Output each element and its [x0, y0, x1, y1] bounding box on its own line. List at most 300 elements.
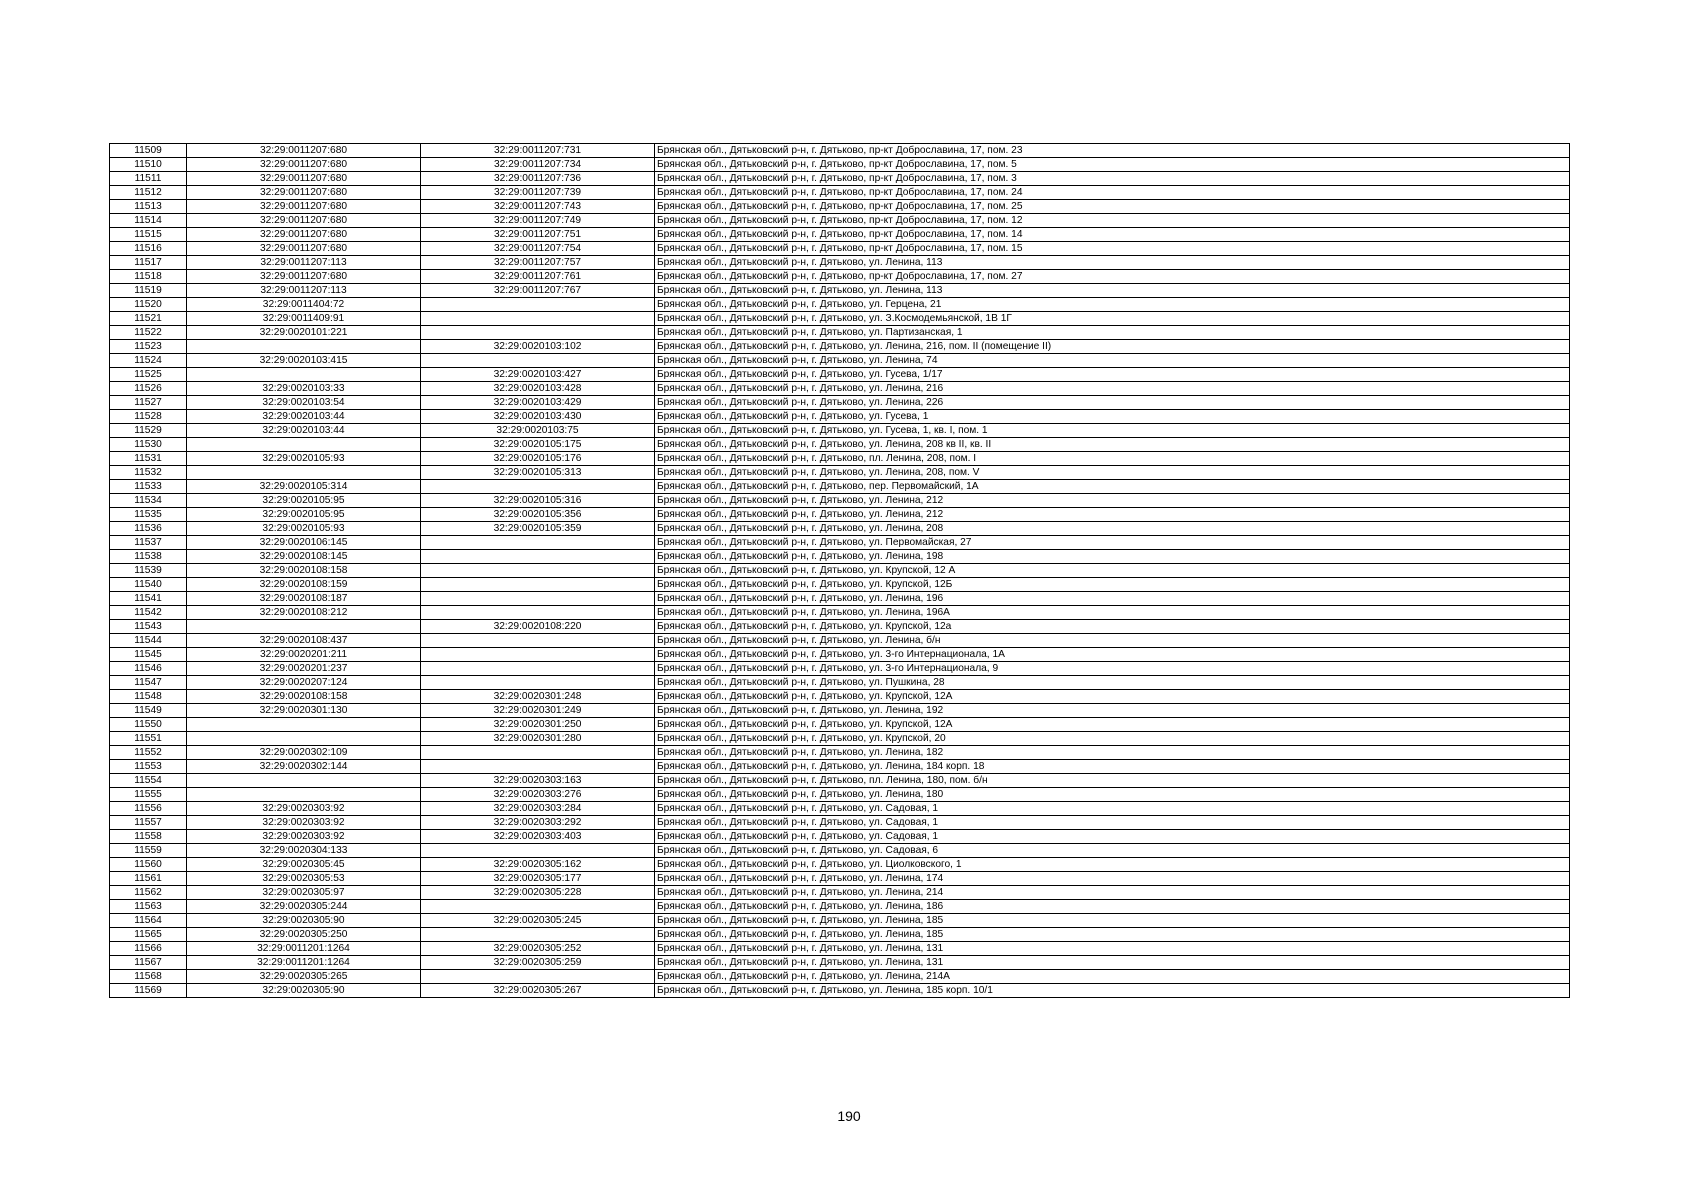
address-cell: Брянская обл., Дятьковский р-н, г. Дятьково, ул. Ленина, 196А [655, 606, 1570, 620]
object-cadastral-number-cell: 32:29:0011207:743 [421, 200, 655, 214]
table-row [110, 928, 1570, 942]
address-cell: Брянская обл., Дятьковский р-н, г. Дятьково, ул. 3-го Интернационала, 9 [655, 662, 1570, 676]
cadastral-number-cell: 32:29:0020305:97 [187, 886, 421, 900]
cadastral-number-cell: 32:29:0020305:265 [187, 970, 421, 984]
address-cell: Брянская обл., Дятьковский р-н, г. Дятьково, ул. Ленина, 174 [655, 872, 1570, 886]
table-row [110, 648, 1570, 662]
object-cadastral-number-cell: 32:29:0020103:430 [421, 410, 655, 424]
object-cadastral-number-cell [421, 746, 655, 760]
row-number-cell: 11520 [110, 298, 187, 312]
row-number-cell: 11512 [110, 186, 187, 200]
object-cadastral-number-cell [421, 592, 655, 606]
table-row [110, 816, 1570, 830]
cadastral-number-cell [187, 718, 421, 732]
address-cell: Брянская обл., Дятьковский р-н, г. Дятьково, ул. Ленина, 214 [655, 886, 1570, 900]
address-cell: Брянская обл., Дятьковский р-н, г. Дятьково, ул. Крупской, 12А [655, 718, 1570, 732]
address-cell: Брянская обл., Дятьковский р-н, г. Дятьково, ул. Циолковского, 1 [655, 858, 1570, 872]
object-cadastral-number-cell: 32:29:0011207:751 [421, 228, 655, 242]
table-row [110, 284, 1570, 298]
row-number-cell: 11527 [110, 396, 187, 410]
row-number-cell: 11513 [110, 200, 187, 214]
object-cadastral-number-cell: 32:29:0011207:734 [421, 158, 655, 172]
object-cadastral-number-cell [421, 900, 655, 914]
object-cadastral-number-cell [421, 648, 655, 662]
row-number-cell: 11523 [110, 340, 187, 354]
cadastral-number-cell: 32:29:0011207:113 [187, 284, 421, 298]
row-number-cell: 11532 [110, 466, 187, 480]
address-cell: Брянская обл., Дятьковский р-н, г. Дятьково, ул. Крупской, 12Б [655, 578, 1570, 592]
row-number-cell: 11525 [110, 368, 187, 382]
object-cadastral-number-cell: 32:29:0020305:259 [421, 956, 655, 970]
object-cadastral-number-cell: 32:29:0020105:313 [421, 466, 655, 480]
address-cell: Брянская обл., Дятьковский р-н, г. Дятьково, ул. Пушкина, 28 [655, 676, 1570, 690]
object-cadastral-number-cell: 32:29:0020305:252 [421, 942, 655, 956]
address-cell: Брянская обл., Дятьковский р-н, г. Дятьково, ул. Крупской, 12А [655, 690, 1570, 704]
row-number-cell: 11528 [110, 410, 187, 424]
row-number-cell: 11509 [110, 144, 187, 158]
row-number-cell: 11553 [110, 760, 187, 774]
table-row [110, 956, 1570, 970]
table-row [110, 508, 1570, 522]
address-cell: Брянская обл., Дятьковский р-н, г. Дятьково, пл. Ленина, 180, пом. б/н [655, 774, 1570, 788]
table-row [110, 886, 1570, 900]
cadastral-number-cell: 32:29:0011207:680 [187, 172, 421, 186]
cadastral-number-cell [187, 788, 421, 802]
table-row [110, 718, 1570, 732]
address-cell: Брянская обл., Дятьковский р-н, г. Дятьково, ул. Ленина, 184 корп. 18 [655, 760, 1570, 774]
object-cadastral-number-cell: 32:29:0020303:276 [421, 788, 655, 802]
table-row [110, 774, 1570, 788]
object-cadastral-number-cell: 32:29:0020305:267 [421, 984, 655, 998]
table-row [110, 578, 1570, 592]
table-row [110, 214, 1570, 228]
address-cell: Брянская обл., Дятьковский р-н, г. Дятьково, ул. Крупской, 12 А [655, 564, 1570, 578]
object-cadastral-number-cell [421, 536, 655, 550]
table-row [110, 914, 1570, 928]
cadastral-number-cell: 32:29:0020101:221 [187, 326, 421, 340]
cadastral-number-cell: 32:29:0011207:680 [187, 228, 421, 242]
address-cell: Брянская обл., Дятьковский р-н, г. Дятьково, ул. Ленина, 131 [655, 942, 1570, 956]
cadastral-number-cell: 32:29:0011207:680 [187, 144, 421, 158]
object-cadastral-number-cell: 32:29:0011207:739 [421, 186, 655, 200]
row-number-cell: 11510 [110, 158, 187, 172]
cadastral-number-cell: 32:29:0020201:237 [187, 662, 421, 676]
object-cadastral-number-cell: 32:29:0020305:245 [421, 914, 655, 928]
cadastral-number-cell: 32:29:0011404:72 [187, 298, 421, 312]
object-cadastral-number-cell [421, 550, 655, 564]
cadastral-number-cell: 32:29:0020303:92 [187, 816, 421, 830]
object-cadastral-number-cell: 32:29:0020105:316 [421, 494, 655, 508]
row-number-cell: 11521 [110, 312, 187, 326]
address-cell: Брянская обл., Дятьковский р-н, г. Дятьково, ул. Ленина, 185 [655, 928, 1570, 942]
cadastral-number-cell: 32:29:0011207:113 [187, 256, 421, 270]
row-number-cell: 11543 [110, 620, 187, 634]
row-number-cell: 11515 [110, 228, 187, 242]
table-row [110, 662, 1570, 676]
table-row [110, 480, 1570, 494]
table-row [110, 144, 1570, 158]
table-row [110, 942, 1570, 956]
row-number-cell: 11554 [110, 774, 187, 788]
table-row [110, 984, 1570, 998]
address-cell: Брянская обл., Дятьковский р-н, г. Дятьково, ул. З.Космодемьянской, 1В 1Г [655, 312, 1570, 326]
object-cadastral-number-cell [421, 312, 655, 326]
address-cell: Брянская обл., Дятьковский р-н, г. Дятьково, ул. Гусева, 1/17 [655, 368, 1570, 382]
object-cadastral-number-cell: 32:29:0020305:177 [421, 872, 655, 886]
row-number-cell: 11561 [110, 872, 187, 886]
address-cell: Брянская обл., Дятьковский р-н, г. Дятьково, ул. Ленина, 185 корп. 10/1 [655, 984, 1570, 998]
table-row [110, 326, 1570, 340]
cadastral-number-cell: 32:29:0020304:133 [187, 844, 421, 858]
cadastral-number-cell: 32:29:0020108:145 [187, 550, 421, 564]
object-cadastral-number-cell [421, 676, 655, 690]
cadastral-number-cell: 32:29:0011201:1264 [187, 956, 421, 970]
cadastral-number-cell: 32:29:0020305:244 [187, 900, 421, 914]
address-cell: Брянская обл., Дятьковский р-н, г. Дятьково, ул. Гусева, 1 [655, 410, 1570, 424]
address-cell: Брянская обл., Дятьковский р-н, г. Дятьково, пр-кт Доброславина, 17, пом. 25 [655, 200, 1570, 214]
table-row [110, 494, 1570, 508]
object-cadastral-number-cell [421, 928, 655, 942]
row-number-cell: 11538 [110, 550, 187, 564]
row-number-cell: 11524 [110, 354, 187, 368]
address-cell: Брянская обл., Дятьковский р-н, г. Дятьково, ул. Партизанская, 1 [655, 326, 1570, 340]
object-cadastral-number-cell: 32:29:0020301:248 [421, 690, 655, 704]
table-row [110, 550, 1570, 564]
cadastral-number-cell: 32:29:0020103:415 [187, 354, 421, 368]
row-number-cell: 11514 [110, 214, 187, 228]
object-cadastral-number-cell: 32:29:0020105:359 [421, 522, 655, 536]
cadastral-number-cell: 32:29:0020108:212 [187, 606, 421, 620]
address-cell: Брянская обл., Дятьковский р-н, г. Дятьково, пр-кт Доброславина, 17, пом. 15 [655, 242, 1570, 256]
registry-table-body [110, 144, 1570, 998]
table-row [110, 466, 1570, 480]
row-number-cell: 11563 [110, 900, 187, 914]
table-row [110, 228, 1570, 242]
row-number-cell: 11518 [110, 270, 187, 284]
row-number-cell: 11550 [110, 718, 187, 732]
table-row [110, 564, 1570, 578]
cadastral-number-cell: 32:29:0011207:680 [187, 270, 421, 284]
row-number-cell: 11549 [110, 704, 187, 718]
address-cell: Брянская обл., Дятьковский р-н, г. Дятьково, ул. Садовая, 1 [655, 816, 1570, 830]
table-row [110, 340, 1570, 354]
table-row [110, 452, 1570, 466]
cadastral-number-cell: 32:29:0020207:124 [187, 676, 421, 690]
page-number: 190 [837, 1108, 861, 1124]
cadastral-number-cell: 32:29:0020302:109 [187, 746, 421, 760]
address-cell: Брянская обл., Дятьковский р-н, г. Дятьково, ул. Ленина, 226 [655, 396, 1570, 410]
table-row [110, 186, 1570, 200]
object-cadastral-number-cell: 32:29:0020103:428 [421, 382, 655, 396]
address-cell: Брянская обл., Дятьковский р-н, г. Дятьково, пр-кт Доброславина, 17, пом. 24 [655, 186, 1570, 200]
address-cell: Брянская обл., Дятьковский р-н, г. Дятьково, ул. Ленина, 212 [655, 494, 1570, 508]
address-cell: Брянская обл., Дятьковский р-н, г. Дятьково, ул. Ленина, 131 [655, 956, 1570, 970]
object-cadastral-number-cell: 32:29:0020103:102 [421, 340, 655, 354]
table-row [110, 298, 1570, 312]
cadastral-number-cell: 32:29:0020303:92 [187, 802, 421, 816]
object-cadastral-number-cell [421, 578, 655, 592]
object-cadastral-number-cell [421, 606, 655, 620]
address-cell: Брянская обл., Дятьковский р-н, г. Дятьково, ул. Ленина, 192 [655, 704, 1570, 718]
cadastral-number-cell: 32:29:0020305:53 [187, 872, 421, 886]
address-cell: Брянская обл., Дятьковский р-н, г. Дятьково, ул. Ленина, 196 [655, 592, 1570, 606]
row-number-cell: 11536 [110, 522, 187, 536]
table-row [110, 872, 1570, 886]
object-cadastral-number-cell [421, 760, 655, 774]
row-number-cell: 11535 [110, 508, 187, 522]
cadastral-number-cell: 32:29:0011409:91 [187, 312, 421, 326]
cadastral-number-cell: 32:29:0020108:159 [187, 578, 421, 592]
row-number-cell: 11566 [110, 942, 187, 956]
cadastral-number-cell: 32:29:0020303:92 [187, 830, 421, 844]
address-cell: Брянская обл., Дятьковский р-н, г. Дятьково, ул. Крупской, 12а [655, 620, 1570, 634]
cadastral-number-cell: 32:29:0020103:44 [187, 424, 421, 438]
address-cell: Брянская обл., Дятьковский р-н, г. Дятьково, ул. Ленина, 198 [655, 550, 1570, 564]
table-row [110, 158, 1570, 172]
cadastral-number-cell: 32:29:0011207:680 [187, 158, 421, 172]
address-cell: Брянская обл., Дятьковский р-н, г. Дятьково, ул. Ленина, 180 [655, 788, 1570, 802]
row-number-cell: 11548 [110, 690, 187, 704]
address-cell: Брянская обл., Дятьковский р-н, г. Дятьково, ул. Ленина, 208 [655, 522, 1570, 536]
table-row [110, 802, 1570, 816]
address-cell: Брянская обл., Дятьковский р-н, г. Дятьково, ул. Ленина, 216, пом. II (помещение II) [655, 340, 1570, 354]
address-cell: Брянская обл., Дятьковский р-н, г. Дятьково, ул. Ленина, 208, пом. V [655, 466, 1570, 480]
cadastral-number-cell: 32:29:0011207:680 [187, 186, 421, 200]
table-row [110, 970, 1570, 984]
object-cadastral-number-cell: 32:29:0020103:75 [421, 424, 655, 438]
address-cell: Брянская обл., Дятьковский р-н, г. Дятьково, ул. Ленина, 182 [655, 746, 1570, 760]
table-row [110, 256, 1570, 270]
address-cell: Брянская обл., Дятьковский р-н, г. Дятьково, ул. Садовая, 6 [655, 844, 1570, 858]
cadastral-number-cell [187, 466, 421, 480]
address-cell: Брянская обл., Дятьковский р-н, г. Дятьково, ул. Ленина, 212 [655, 508, 1570, 522]
table-row [110, 410, 1570, 424]
object-cadastral-number-cell: 32:29:0020105:175 [421, 438, 655, 452]
address-cell: Брянская обл., Дятьковский р-н, г. Дятьково, ул. Крупской, 20 [655, 732, 1570, 746]
cadastral-number-cell: 32:29:0020305:90 [187, 984, 421, 998]
cadastral-number-cell: 32:29:0020105:95 [187, 494, 421, 508]
row-number-cell: 11559 [110, 844, 187, 858]
row-number-cell: 11546 [110, 662, 187, 676]
table-row [110, 690, 1570, 704]
object-cadastral-number-cell: 32:29:0020103:427 [421, 368, 655, 382]
object-cadastral-number-cell: 32:29:0020303:403 [421, 830, 655, 844]
object-cadastral-number-cell: 32:29:0011207:754 [421, 242, 655, 256]
cadastral-number-cell: 32:29:0020108:437 [187, 634, 421, 648]
row-number-cell: 11551 [110, 732, 187, 746]
row-number-cell: 11529 [110, 424, 187, 438]
address-cell: Брянская обл., Дятьковский р-н, г. Дятьково, пер. Первомайский, 1А [655, 480, 1570, 494]
cadastral-number-cell: 32:29:0020105:93 [187, 452, 421, 466]
row-number-cell: 11544 [110, 634, 187, 648]
table-row [110, 200, 1570, 214]
object-cadastral-number-cell: 32:29:0020103:429 [421, 396, 655, 410]
cadastral-number-cell [187, 340, 421, 354]
object-cadastral-number-cell: 32:29:0020301:250 [421, 718, 655, 732]
table-row [110, 746, 1570, 760]
row-number-cell: 11569 [110, 984, 187, 998]
address-cell: Брянская обл., Дятьковский р-н, г. Дятьково, ул. Ленина, 208 кв II, кв. II [655, 438, 1570, 452]
row-number-cell: 11567 [110, 956, 187, 970]
object-cadastral-number-cell [421, 564, 655, 578]
row-number-cell: 11542 [110, 606, 187, 620]
cadastral-number-cell: 32:29:0020103:54 [187, 396, 421, 410]
row-number-cell: 11558 [110, 830, 187, 844]
address-cell: Брянская обл., Дятьковский р-н, г. Дятьково, пр-кт Доброславина, 17, пом. 5 [655, 158, 1570, 172]
row-number-cell: 11522 [110, 326, 187, 340]
object-cadastral-number-cell: 32:29:0020301:249 [421, 704, 655, 718]
cadastral-number-cell: 32:29:0011201:1264 [187, 942, 421, 956]
table-row [110, 424, 1570, 438]
address-cell: Брянская обл., Дятьковский р-н, г. Дятьково, пр-кт Доброславина, 17, пом. 23 [655, 144, 1570, 158]
object-cadastral-number-cell: 32:29:0020305:228 [421, 886, 655, 900]
object-cadastral-number-cell: 32:29:0011207:761 [421, 270, 655, 284]
table-row [110, 844, 1570, 858]
row-number-cell: 11517 [110, 256, 187, 270]
address-cell: Брянская обл., Дятьковский р-н, г. Дятьково, ул. Садовая, 1 [655, 802, 1570, 816]
address-cell: Брянская обл., Дятьковский р-н, г. Дятьково, ул. Ленина, 216 [655, 382, 1570, 396]
cadastral-number-cell: 32:29:0020108:187 [187, 592, 421, 606]
cadastral-number-cell [187, 620, 421, 634]
object-cadastral-number-cell [421, 634, 655, 648]
object-cadastral-number-cell [421, 480, 655, 494]
table-row [110, 242, 1570, 256]
address-cell: Брянская обл., Дятьковский р-н, г. Дятьково, ул. Ленина, 185 [655, 914, 1570, 928]
table-row [110, 606, 1570, 620]
cadastral-number-cell [187, 732, 421, 746]
row-number-cell: 11540 [110, 578, 187, 592]
object-cadastral-number-cell: 32:29:0011207:749 [421, 214, 655, 228]
row-number-cell: 11537 [110, 536, 187, 550]
object-cadastral-number-cell [421, 326, 655, 340]
table-row [110, 620, 1570, 634]
cadastral-number-cell: 32:29:0020105:95 [187, 508, 421, 522]
row-number-cell: 11562 [110, 886, 187, 900]
address-cell: Брянская обл., Дятьковский р-н, г. Дятьково, пр-кт Доброславина, 17, пом. 12 [655, 214, 1570, 228]
table-row [110, 760, 1570, 774]
cadastral-number-cell: 32:29:0011207:680 [187, 242, 421, 256]
row-number-cell: 11564 [110, 914, 187, 928]
row-number-cell: 11557 [110, 816, 187, 830]
table-row [110, 676, 1570, 690]
object-cadastral-number-cell: 32:29:0020301:280 [421, 732, 655, 746]
address-cell: Брянская обл., Дятьковский р-н, г. Дятьково, ул. Герцена, 21 [655, 298, 1570, 312]
cadastral-number-cell: 32:29:0020305:45 [187, 858, 421, 872]
object-cadastral-number-cell [421, 844, 655, 858]
address-cell: Брянская обл., Дятьковский р-н, г. Дятьково, ул. Ленина, 214А [655, 970, 1570, 984]
row-number-cell: 11519 [110, 284, 187, 298]
object-cadastral-number-cell [421, 298, 655, 312]
cadastral-number-cell: 32:29:0020106:145 [187, 536, 421, 550]
object-cadastral-number-cell: 32:29:0011207:757 [421, 256, 655, 270]
row-number-cell: 11555 [110, 788, 187, 802]
table-row [110, 900, 1570, 914]
address-cell: Брянская обл., Дятьковский р-н, г. Дятьково, пл. Ленина, 208, пом. I [655, 452, 1570, 466]
cadastral-number-cell: 32:29:0020108:158 [187, 564, 421, 578]
cadastral-number-cell: 32:29:0020108:158 [187, 690, 421, 704]
object-cadastral-number-cell: 32:29:0020108:220 [421, 620, 655, 634]
address-cell: Брянская обл., Дятьковский р-н, г. Дятьково, пр-кт Доброславина, 17, пом. 27 [655, 270, 1570, 284]
address-cell: Брянская обл., Дятьковский р-н, г. Дятьково, ул. Гусева, 1, кв. I, пом. 1 [655, 424, 1570, 438]
table-row [110, 536, 1570, 550]
table-row [110, 172, 1570, 186]
row-number-cell: 11556 [110, 802, 187, 816]
row-number-cell: 11531 [110, 452, 187, 466]
row-number-cell: 11560 [110, 858, 187, 872]
table-row [110, 522, 1570, 536]
row-number-cell: 11530 [110, 438, 187, 452]
cadastral-number-cell: 32:29:0011207:680 [187, 200, 421, 214]
row-number-cell: 11516 [110, 242, 187, 256]
object-cadastral-number-cell: 32:29:0020305:162 [421, 858, 655, 872]
table-row [110, 704, 1570, 718]
address-cell: Брянская обл., Дятьковский р-н, г. Дятьково, ул. Садовая, 1 [655, 830, 1570, 844]
object-cadastral-number-cell: 32:29:0020303:284 [421, 802, 655, 816]
row-number-cell: 11541 [110, 592, 187, 606]
registry-table [109, 143, 1570, 998]
cadastral-number-cell: 32:29:0020305:90 [187, 914, 421, 928]
cadastral-number-cell: 32:29:0020301:130 [187, 704, 421, 718]
address-cell: Брянская обл., Дятьковский р-н, г. Дятьково, ул. Ленина, б/н [655, 634, 1570, 648]
cadastral-number-cell: 32:29:0020305:250 [187, 928, 421, 942]
row-number-cell: 11534 [110, 494, 187, 508]
object-cadastral-number-cell: 32:29:0020105:356 [421, 508, 655, 522]
row-number-cell: 11545 [110, 648, 187, 662]
cadastral-number-cell [187, 774, 421, 788]
address-cell: Брянская обл., Дятьковский р-н, г. Дятьково, пр-кт Доброславина, 17, пом. 3 [655, 172, 1570, 186]
object-cadastral-number-cell [421, 354, 655, 368]
row-number-cell: 11539 [110, 564, 187, 578]
cadastral-number-cell: 32:29:0020103:33 [187, 382, 421, 396]
table-row [110, 270, 1570, 284]
address-cell: Брянская обл., Дятьковский р-н, г. Дятьково, ул. 3-го Интернационала, 1А [655, 648, 1570, 662]
cadastral-number-cell [187, 438, 421, 452]
row-number-cell: 11547 [110, 676, 187, 690]
row-number-cell: 11533 [110, 480, 187, 494]
row-number-cell: 11526 [110, 382, 187, 396]
cadastral-number-cell: 32:29:0020201:211 [187, 648, 421, 662]
row-number-cell: 11568 [110, 970, 187, 984]
object-cadastral-number-cell [421, 970, 655, 984]
table-row [110, 592, 1570, 606]
row-number-cell: 11565 [110, 928, 187, 942]
address-cell: Брянская обл., Дятьковский р-н, г. Дятьково, пр-кт Доброславина, 17, пом. 14 [655, 228, 1570, 242]
cadastral-number-cell: 32:29:0020105:314 [187, 480, 421, 494]
object-cadastral-number-cell [421, 662, 655, 676]
table-row [110, 858, 1570, 872]
object-cadastral-number-cell: 32:29:0020303:163 [421, 774, 655, 788]
table-row [110, 396, 1570, 410]
address-cell: Брянская обл., Дятьковский р-н, г. Дятьково, ул. Ленина, 74 [655, 354, 1570, 368]
row-number-cell: 11552 [110, 746, 187, 760]
table-row [110, 788, 1570, 802]
table-row [110, 732, 1570, 746]
object-cadastral-number-cell: 32:29:0011207:767 [421, 284, 655, 298]
table-row [110, 634, 1570, 648]
cadastral-number-cell [187, 368, 421, 382]
cadastral-number-cell: 32:29:0020302:144 [187, 760, 421, 774]
address-cell: Брянская обл., Дятьковский р-н, г. Дятьково, ул. Ленина, 113 [655, 256, 1570, 270]
address-cell: Брянская обл., Дятьковский р-н, г. Дятьково, ул. Ленина, 113 [655, 284, 1570, 298]
object-cadastral-number-cell: 32:29:0011207:731 [421, 144, 655, 158]
table-row [110, 438, 1570, 452]
table-row [110, 354, 1570, 368]
table-row [110, 312, 1570, 326]
object-cadastral-number-cell: 32:29:0011207:736 [421, 172, 655, 186]
cadastral-number-cell: 32:29:0020105:93 [187, 522, 421, 536]
cadastral-number-cell: 32:29:0011207:680 [187, 214, 421, 228]
table-row [110, 830, 1570, 844]
